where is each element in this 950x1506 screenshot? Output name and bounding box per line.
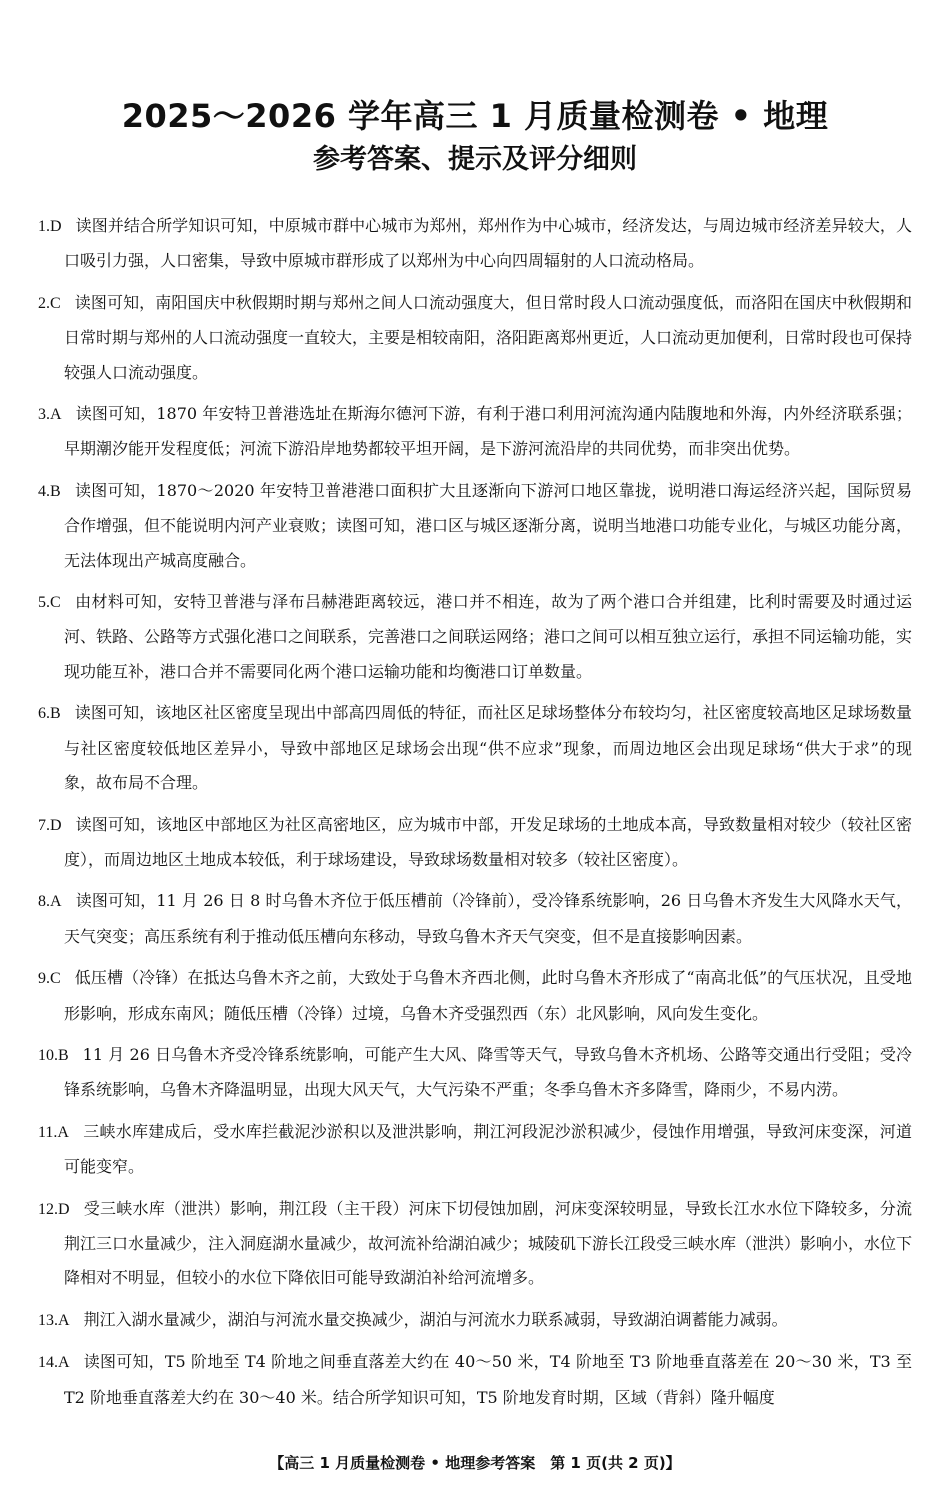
answer-explanation: 受三峡水库（泄洪）影响，荆江段（主干段）河床下切侵蚀加剧，河床变深较明显，导致长江水水位下降较多，分流荆江三口水量减少，注入洞庭湖水量减少，故河流补给湖泊减少；城陵矶下游长江段受三峡水库（泄洪）影响小，水位下降相对不明显，但较小的水位下降依旧可能导致湖泊补给河流增多。 — [64, 1198, 913, 1288]
answer-explanation: 读图可知，1870 年安特卫普港选址在斯海尔德河下游，有利于港口利用河流沟通内陆腹地和外海，内外经济联系强；早期潮汐能开发程度低；河流下游沿岸地势都较平坦开阔，是下游河流沿岸的共同优势，而非突出优势。 — [64, 404, 912, 459]
answer-explanation: 低压槽（冷锋）在抵达乌鲁木齐之前，大致处于乌鲁木齐西北侧，此时乌鲁木齐形成了“南高北低”的气压状况，且受地形影响，形成东南风；随低压槽（冷锋）过境，乌鲁木齐受强烈西（东）北风影响，风向发生变化。 — [64, 968, 912, 1023]
answer-item-6 — [38, 696, 912, 800]
answer-number: 3. — [38, 406, 50, 424]
answer-item-10 — [38, 1038, 912, 1108]
answer-choice: A — [50, 893, 62, 911]
answer-explanation: 读图可知，T5 阶地至 T4 阶地之间垂直落差大约在 40～50 米，T4 阶地至 T3 阶地垂直落差在 20～30 米，T3 至 T2 阶地垂直落差大约在 30～40 米。结合所学知识可知，T5 阶地发育时期，区域（背斜）隆升幅度 — [64, 1352, 912, 1407]
answer-number: 6. — [38, 705, 50, 723]
answer-explanation: 三峡水库建成后，受水库拦截泥沙淤积以及泄洪影响，荆江河段泥沙淤积减少，侵蚀作用增强，导致河床变深，河道可能变窄。 — [64, 1121, 912, 1177]
answer-number: 2. — [38, 294, 50, 312]
answer-number: 4. — [38, 482, 50, 500]
answer-number: 10. — [38, 1046, 58, 1064]
answer-item-2 — [38, 286, 912, 390]
answer-explanation: 读图可知，该地区中部地区为社区高密地区，应为城市中部，开发足球场的土地成本高，导致数量相对较少（较社区密度），而周边地区土地成本较低，利于球场建设，导致球场数量相对较多（较社区密度）。 — [64, 814, 912, 869]
answer-explanation: 读图可知，该地区社区密度呈现出中部高四周低的特征，而社区足球场整体分布较均匀，社区密度较高地区足球场数量与社区密度较低地区差异小，导致中部地区足球场会出现“供不应求”现象，而周边地区会出现足球场“供大于求”的现象，故布局不合理。 — [64, 703, 912, 793]
answer-number: 1. — [38, 218, 50, 235]
answer-number: 5. — [38, 594, 50, 612]
answer-number: 11. — [38, 1123, 58, 1141]
answer-explanation: 11 月 26 日乌鲁木齐受冷锋系统影响，可能产生大风、降雪等天气，导致乌鲁木齐机场、公路等交通出行受阻；受冷锋系统影响，乌鲁木齐降温明显，出现大风天气，大气污染不严重；冬季乌鲁木齐多降雪，降雨少，不易内涝。 — [64, 1044, 912, 1100]
answer-explanation: 荆江入湖水量减少，湖泊与河流水量交换减少，湖泊与河流水力联系减弱，导致湖泊调蓄能力减弱。 — [83, 1309, 788, 1329]
answer-explanation: 读图可知，1870～2020 年安特卫普港港口面积扩大且逐渐向下游河口地区靠拢，说明港口海运经济兴起，国际贸易合作增强，但不能说明内河产业衰败；读图可知，港口区与城区逐渐分离，说明当地港口功能专业化，与城区功能分离，无法体现出产城高度融合。 — [64, 480, 913, 570]
answer-choice: A — [50, 406, 62, 424]
page-footer: 【高三 1 月质量检测卷 • 地理参考答案 第 1 页(共 2 页)】 — [269, 1454, 681, 1472]
answer-choice: C — [50, 294, 61, 312]
answer-choice: A — [57, 1123, 69, 1141]
answer-choice: D — [58, 1200, 70, 1218]
answer-explanation: 读图可知，11 月 26 日 8 时乌鲁木齐位于低压槽前（冷锋前），受冷锋系统影响，26 日乌鲁木齐发生大风降水天气，天气突变；高压系统有利于推动低压槽向东移动，导致乌鲁木齐天气突变，但不是直接影响因素。 — [64, 891, 912, 946]
answer-number: 12. — [38, 1200, 58, 1218]
answer-choice: A — [58, 1354, 70, 1372]
answer-number: 8. — [38, 893, 50, 911]
answer-number: 7. — [38, 816, 50, 834]
answer-item-8 — [38, 884, 912, 954]
answer-choice: D — [50, 218, 62, 235]
answer-choice: C — [50, 970, 61, 988]
answer-explanation: 读图可知，南阳国庆中秋假期时期与郑州之间人口流动强度大，但日常时段人口流动强度低，而洛阳在国庆中秋假期和日常时期与郑州的人口流动强度一直较大，主要是相较南阳，洛阳距离郑州更近，人口流动更加便利，日常时段也可保持较强人口流动强度。 — [64, 292, 913, 382]
answer-explanation: 读图并结合所学知识可知，中原城市群中心城市为郑州，郑州作为中心城市，经济发达，与周边城市经济差异较大，人口吸引力强，人口密集，导致中原城市群形成了以郑州为中心向四周辐射的人口流动格局。 — [64, 216, 912, 271]
answer-item-9 — [38, 961, 912, 1031]
answer-item-11 — [38, 1115, 912, 1185]
answer-choice: D — [50, 816, 62, 834]
answer-item-12 — [38, 1192, 912, 1296]
document-title: 2025～2026 学年高三 1 月质量检测卷 • 地理 — [121, 97, 829, 135]
answer-choice: A — [58, 1311, 70, 1329]
answer-list — [38, 209, 912, 1422]
answer-item-4 — [38, 474, 912, 578]
answer-explanation: 由材料可知，安特卫普港与泽布吕赫港距离较远，港口并不相连，故为了两个港口合并组建，比利时需要及时通过运河、铁路、公路等方式强化港口之间联系，完善港口之间联运网络；港口之间可以相互独立运行，承担不同运输功能，实现功能互补，港口合并不需要同化两个港口运输功能和均衡港口订单数量。 — [64, 592, 913, 681]
answer-item-5 — [38, 585, 912, 689]
answer-item-3 — [38, 397, 912, 467]
answer-number: 13. — [38, 1311, 58, 1329]
answer-choice: B — [50, 482, 61, 500]
answer-choice: B — [50, 705, 61, 723]
answer-number: 9. — [38, 970, 50, 988]
answer-choice: C — [50, 594, 61, 612]
answer-item-1 — [38, 209, 912, 279]
answer-item-14 — [38, 1345, 912, 1415]
document-subtitle: 参考答案、提示及评分细则 — [313, 144, 637, 175]
answer-choice: B — [58, 1046, 69, 1064]
answer-item-7 — [38, 808, 912, 878]
answer-item-13 — [38, 1303, 912, 1338]
answer-number: 14. — [38, 1354, 58, 1372]
